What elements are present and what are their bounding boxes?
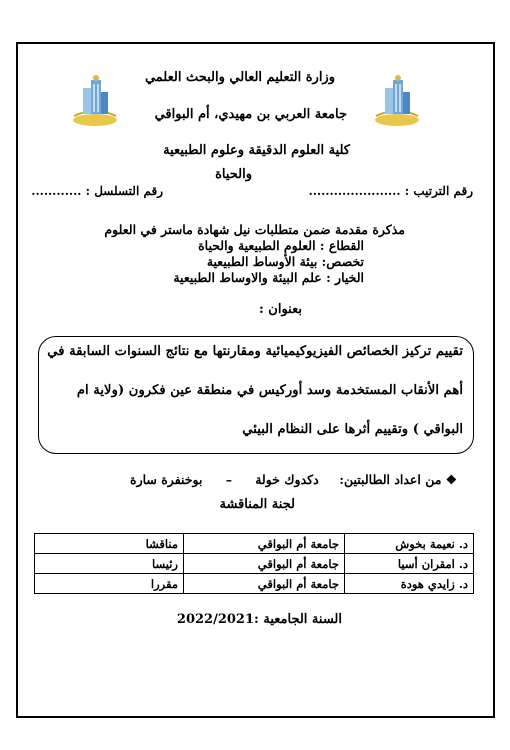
university-logo-left-icon xyxy=(70,72,120,128)
member-name: د. زايدي هودة xyxy=(345,574,474,594)
rank-number-field: رقم الترتيب : ...................... xyxy=(308,184,473,198)
member-role: مقررا xyxy=(35,574,184,594)
students-line xyxy=(130,472,457,487)
title-label: بعنوان : xyxy=(258,302,302,317)
committee-heading: لجنة المناقشة xyxy=(219,497,295,512)
member-role: رئيسا xyxy=(35,554,184,574)
member-institution: جامعة أم البواقي xyxy=(184,534,345,554)
thesis-title-line-3: البواقي ) وتقييم أثرها على النظام البيئي xyxy=(242,422,463,437)
student-name-1: دكدوك خولة xyxy=(255,472,319,487)
faculty-name-continued: والحياة xyxy=(215,167,252,182)
name-separator: – xyxy=(225,472,232,487)
member-institution: جامعة أم البواقي xyxy=(184,574,345,594)
university-logo-right-icon xyxy=(372,72,422,128)
table-row xyxy=(35,554,474,574)
member-role: مناقشا xyxy=(35,534,184,554)
bullet-icon: ❖ xyxy=(445,472,457,487)
option-line: الخيار : علم البيئة والاوساط الطبيعية xyxy=(173,270,364,285)
ministry-heading: وزارة التعليم العالي والبحث العلمي xyxy=(144,70,335,85)
member-name: د. امقران أسيا xyxy=(345,554,474,574)
thesis-title-line-2: أهم الأنقاب المستخدمة وسد أوركيس في منطقة عين فكرون (ولاية ام xyxy=(76,383,463,398)
university-name: جامعة العربي بن مهيدي، أم البواقي xyxy=(154,107,347,122)
memo-description: مذكرة مقدمة ضمن متطلبات نيل شهادة ماستر في العلوم xyxy=(104,222,405,237)
sector-line: القطاع : العلوم الطبيعية والحياة xyxy=(198,238,364,253)
table-row xyxy=(35,574,474,594)
specialty-line: تخصص: بيئة الأوساط الطبيعية xyxy=(206,254,364,269)
member-name: د. نعيمة بخوش xyxy=(345,534,474,554)
table-row xyxy=(35,534,474,554)
students-label: من اعداد الطالبتين: xyxy=(339,472,442,487)
member-institution: جامعة أم البواقي xyxy=(184,554,345,574)
committee-table xyxy=(34,533,474,594)
serial-number-field: رقم التسلسل : ............ xyxy=(31,184,163,198)
academic-year: السنة الجامعية :2022/2021 xyxy=(176,612,342,627)
faculty-name: كلية العلوم الدقيقة وعلوم الطبيعية xyxy=(163,143,350,158)
thesis-title-line-1: تقييم تركيز الخصائص الفيزيوكيميائية ومقارنتها مع نتائج السنوات السابقة في xyxy=(47,344,463,359)
student-name-2: بوخنفرة سارة xyxy=(130,472,203,487)
